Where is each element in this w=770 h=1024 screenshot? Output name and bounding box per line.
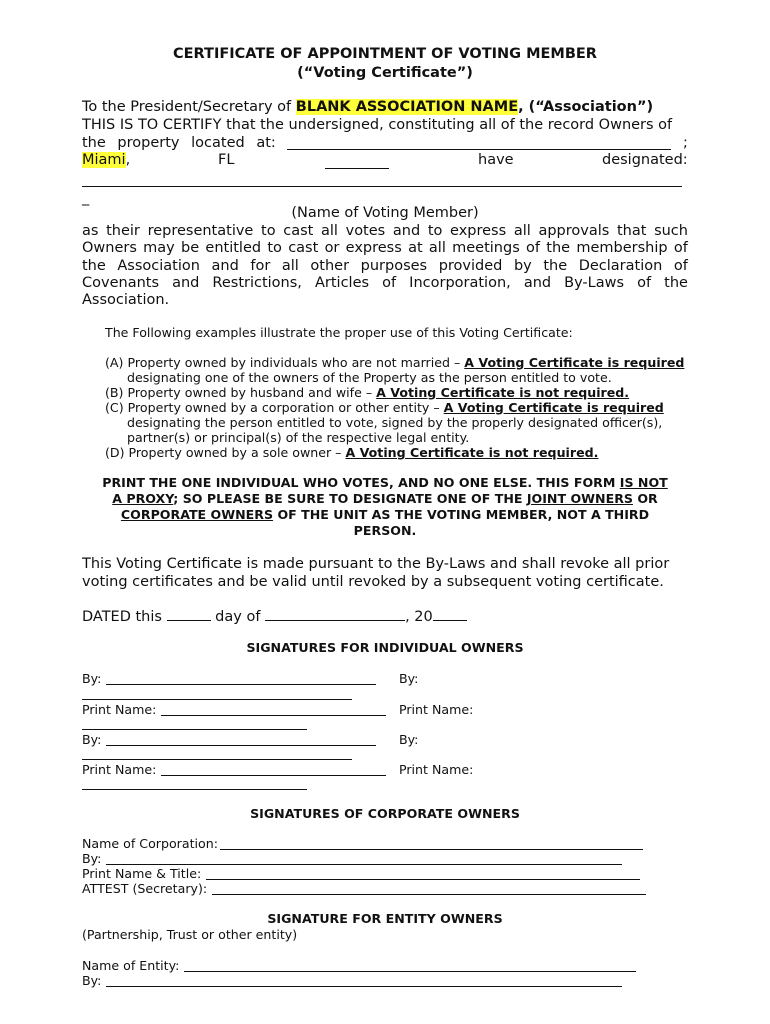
dated-prefix: DATED this <box>82 609 167 625</box>
word: express <box>345 240 402 256</box>
word: of <box>673 240 688 256</box>
attest-label: ATTEST (Secretary): <box>82 881 208 896</box>
word: cast <box>283 223 314 239</box>
notice-text: ; SO PLEASE BE SURE TO DESIGNATE ONE OF THE <box>173 491 527 506</box>
comma: , <box>125 152 131 168</box>
individual-heading: SIGNATURES FOR INDIVIDUAL OWNERS <box>246 640 524 655</box>
print-name-blank-right[interactable] <box>82 729 307 730</box>
example-a <box>105 355 684 370</box>
examples-intro: The Following examples illustrate the proper use of this Voting Certificate: <box>105 325 573 340</box>
city: Miami <box>82 152 126 168</box>
word: Association <box>117 258 200 274</box>
word: all <box>281 258 299 274</box>
example-c <box>105 400 664 415</box>
word: the <box>664 275 688 291</box>
corporate-signature-blank[interactable] <box>106 864 622 865</box>
word: and <box>392 223 421 239</box>
word: of <box>382 275 397 291</box>
entity-subheading: (Partnership, Trust or other entity) <box>82 927 298 942</box>
word: property <box>117 135 180 151</box>
word: Covenants <box>82 275 160 291</box>
paragraph-last-line: Association. <box>82 292 170 308</box>
state: FL <box>218 152 235 168</box>
entity-by-label: By: <box>82 973 102 988</box>
word: meetings <box>452 240 520 256</box>
notice-emphasis: IS NOT <box>619 475 668 490</box>
word: By-Laws <box>564 275 625 291</box>
print-name-blank-right[interactable] <box>82 789 307 790</box>
signature-blank[interactable] <box>106 684 376 685</box>
year-blank[interactable] <box>433 608 467 621</box>
example-c-cont: partner(s) or principal(s) of the respective legal entity. <box>127 430 470 445</box>
example-text: (D) Property owned by a sole owner – <box>105 445 346 460</box>
notice-line <box>0 507 770 522</box>
association-name: BLANK ASSOCIATION NAME <box>295 99 519 115</box>
word: of <box>637 275 652 291</box>
word: the <box>82 135 106 151</box>
property-address-blank[interactable] <box>287 135 671 150</box>
example-c-cont: designating the person entitled to vote, signed by the properly designated officer(s), <box>127 415 663 430</box>
paragraph-line <box>82 275 688 291</box>
word: purposes <box>360 258 428 274</box>
notice-text: OR <box>632 491 658 506</box>
print-name-label: Print Name: <box>399 702 474 717</box>
example-d <box>105 445 598 460</box>
signature-blank-right[interactable] <box>82 759 352 760</box>
word: to <box>267 240 282 256</box>
day-blank[interactable] <box>167 608 211 621</box>
word: all <box>321 223 338 239</box>
word: the <box>82 258 106 274</box>
word: Declaration <box>578 258 663 274</box>
property-row <box>82 135 688 151</box>
word: to <box>261 223 276 239</box>
entity-name-blank[interactable] <box>184 971 636 972</box>
word: other <box>310 258 350 274</box>
by-label: By: <box>399 732 419 747</box>
dated-year-prefix: , 20 <box>405 609 433 625</box>
print-name-title-blank[interactable] <box>206 879 640 880</box>
print-name-blank[interactable] <box>161 715 386 716</box>
requirement: A Voting Certificate is required <box>443 400 664 415</box>
print-name-label: Print Name: <box>82 762 157 777</box>
print-name-blank[interactable] <box>161 775 386 776</box>
word: representative <box>147 223 254 239</box>
by-label: By: <box>82 732 102 747</box>
word: the <box>543 258 568 274</box>
semicolon: ; <box>683 135 688 151</box>
notice-emphasis: A PROXY <box>112 491 174 506</box>
word: Incorporation, <box>409 275 511 291</box>
corporation-name-label: Name of Corporation: <box>82 836 218 851</box>
notice-line: PERSON. <box>353 523 417 538</box>
word: votes <box>345 223 386 239</box>
example-text: (B) Property owned by husband and wife – <box>105 385 377 400</box>
by-label: By: <box>82 671 102 686</box>
page-title: CERTIFICATE OF APPOINTMENT OF VOTING MEMBER <box>173 46 597 62</box>
word: their <box>106 223 140 239</box>
requirement: A Voting Certificate is required <box>464 355 685 370</box>
signature-blank[interactable] <box>106 745 376 746</box>
notice-text: OF THE UNIT AS THE VOTING MEMBER, NOT A THIRD <box>273 507 650 522</box>
word: entitled <box>205 240 262 256</box>
word: of <box>526 240 541 256</box>
dated-line <box>82 608 467 625</box>
word: as <box>82 223 99 239</box>
word: or <box>324 240 340 256</box>
word: to <box>427 223 443 239</box>
requirement: A Voting Certificate is not required. <box>345 445 599 460</box>
paragraph-line <box>82 223 688 239</box>
dated-mid: day of <box>210 609 266 625</box>
word: by <box>513 258 532 274</box>
revoke-line: voting certificates and be valid until revoked by a subsequent voting certificate. <box>82 574 664 590</box>
word: all <box>428 240 446 256</box>
word: Owners <box>82 240 137 256</box>
word: that <box>616 223 647 239</box>
print-name-title-label: Print Name & Title: <box>82 866 202 881</box>
entity-heading: SIGNATURE FOR ENTITY OWNERS <box>267 911 503 926</box>
certify-line: THIS IS TO CERTIFY that the undersigned, constituting all of the record Owners of <box>82 117 673 133</box>
city-line <box>82 152 130 168</box>
word: approvals <box>538 223 610 239</box>
notice-text: PRINT THE ONE INDIVIDUAL WHO VOTES, AND NO ONE ELSE. THIS FORM <box>102 475 620 490</box>
voting-member-name-blank[interactable] <box>82 186 682 187</box>
word: cast <box>288 240 319 256</box>
word: at: <box>256 135 276 151</box>
name-caption: (Name of Voting Member) <box>291 205 479 221</box>
word: Restrictions, <box>212 275 302 291</box>
requirement: A Voting Certificate is not required. <box>376 385 630 400</box>
word: all <box>513 223 531 239</box>
word: located <box>191 135 245 151</box>
word: express <box>450 223 507 239</box>
word: be <box>181 240 200 256</box>
corporation-name-blank[interactable] <box>220 849 643 850</box>
word: and <box>172 275 200 291</box>
entity-name-label: Name of Entity: <box>82 958 180 973</box>
notice-emphasis: CORPORATE OWNERS <box>120 507 274 522</box>
attest-blank[interactable] <box>212 894 646 895</box>
print-name-label: Print Name: <box>82 702 157 717</box>
example-a-cont: designating one of the owners of the Property as the person entitled to vote. <box>127 370 612 385</box>
association-suffix: , (“Association”) <box>518 99 654 115</box>
corporate-heading: SIGNATURES OF CORPORATE OWNERS <box>250 806 520 821</box>
word: of <box>673 258 688 274</box>
have-word: have <box>478 152 514 168</box>
addressee-prefix: To the President/Secretary of <box>82 99 296 115</box>
example-text: (C) Property owned by a corporation or other entity – <box>105 400 444 415</box>
by-label: By: <box>399 671 419 686</box>
entity-signature-blank[interactable] <box>106 986 622 987</box>
corporate-by-label: By: <box>82 851 102 866</box>
notice-emphasis: JOINT OWNERS <box>526 491 633 506</box>
revoke-line: This Voting Certificate is made pursuant to the By-Laws and shall revoke all prior <box>82 556 670 572</box>
word: and <box>211 258 239 274</box>
print-name-label: Print Name: <box>399 762 474 777</box>
word: and <box>523 275 552 291</box>
word: such <box>654 223 688 239</box>
paragraph-line <box>82 258 688 274</box>
word: Articles <box>314 275 370 291</box>
signature-blank-right[interactable] <box>82 699 352 700</box>
word: may <box>143 240 175 256</box>
word: provided <box>438 258 503 274</box>
notice-line <box>0 491 770 506</box>
paragraph-line <box>82 240 688 256</box>
example-text: (A) Property owned by individuals who are not married – <box>105 355 465 370</box>
word: the <box>546 240 571 256</box>
word: membership <box>576 240 668 256</box>
word: at <box>408 240 423 256</box>
page-subtitle: (“Voting Certificate”) <box>297 65 473 81</box>
designated-word: designated: <box>602 152 688 168</box>
word: for <box>250 258 271 274</box>
example-b <box>105 385 629 400</box>
month-blank[interactable] <box>265 608 405 621</box>
notice-line <box>0 475 770 490</box>
addressee-line <box>82 99 653 115</box>
underscore-mark: _ <box>82 190 90 206</box>
zip-blank[interactable] <box>325 168 389 169</box>
